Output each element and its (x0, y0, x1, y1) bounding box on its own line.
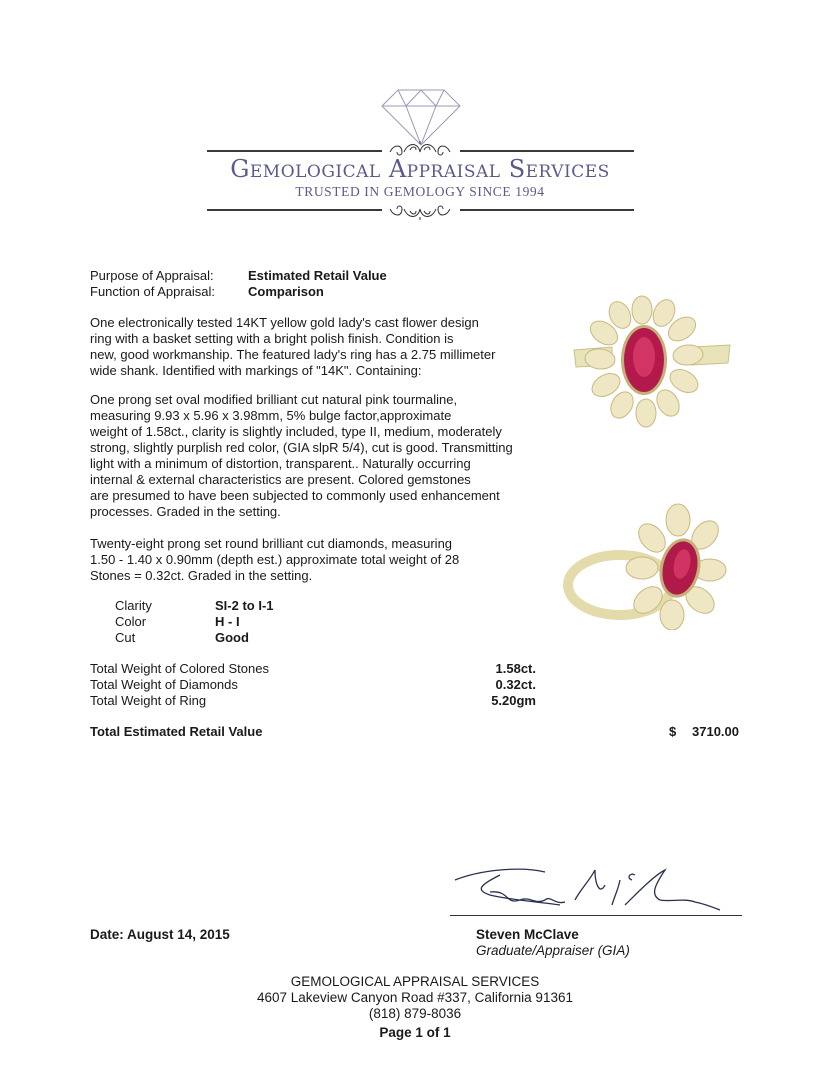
ring-side-view-photo (560, 500, 735, 630)
header-rule-top-left (207, 150, 382, 152)
purpose-label: Purpose of Appraisal: (90, 268, 214, 283)
tourmaline-desc-line: internal & external characteristics are present. Colored gemstones (90, 472, 471, 487)
appraiser-title: Graduate/Appraiser (GIA) (476, 943, 630, 958)
header-rule-bottom-right (460, 209, 634, 211)
tourmaline-desc-line: are presumed to have been subjected to commonly used enhancement (90, 488, 500, 503)
tourmaline-desc-line: processes. Graded in the setting. (90, 504, 281, 519)
ring-desc-line: One electronically tested 14KT yellow gold lady's cast flower design (90, 315, 479, 330)
total-value-diamonds: 0.32ct. (495, 677, 536, 692)
grading-label-cut: Cut (115, 630, 136, 645)
footer-company: GEMOLOGICAL APPRAISAL SERVICES (290, 974, 540, 989)
retail-value-currency: $ (669, 724, 677, 739)
diamond-desc-line: Twenty-eight prong set round brilliant cut diamonds, measuring (90, 536, 453, 551)
tourmaline-desc-line: light with a minimum of distortion, transparent.. Naturally occurring (90, 456, 471, 471)
signature-line (450, 915, 742, 916)
grading-label-clarity: Clarity (115, 598, 152, 613)
retail-value-amount: 3710.00 (692, 724, 739, 739)
retail-value-label: Total Estimated Retail Value (90, 724, 263, 739)
ring-desc-line: ring with a basket setting with a bright polish finish. Condition is (90, 331, 454, 346)
header-rule-bottom-left (207, 209, 382, 211)
diamond-desc-line: Stones = 0.32ct. Graded in the setting. (90, 568, 313, 583)
ring-desc-line: wide shank. Identified with markings of "14K". Containing: (90, 363, 422, 378)
footer-address: 4607 Lakeview Canyon Road #337, California 91361 (257, 990, 573, 1005)
grading-value-cut: Good (215, 630, 249, 645)
diamond-description (90, 536, 459, 584)
tourmaline-desc-line: measuring 9.93 x 5.96 x 3.98mm, 5% bulge factor,approximate (90, 408, 452, 423)
diamond-icon (380, 88, 462, 146)
page-number: Page 1 of 1 (379, 1025, 451, 1040)
signature-image (450, 860, 730, 915)
total-label-ring: Total Weight of Ring (90, 693, 207, 708)
company-logo-title: Gemological Appraisal Services (230, 155, 610, 183)
grading-value-clarity: SI-2 to I-1 (215, 598, 274, 613)
appraisal-date: Date: August 14, 2015 (90, 927, 230, 942)
tourmaline-desc-line: weight of 1.58ct., clarity is slightly included, type II, medium, moderately (90, 424, 502, 439)
total-label-colored-stones: Total Weight of Colored Stones (90, 661, 269, 676)
ring-desc-line: new, good workmanship. The featured lady's ring has a 2.75 millimeter (90, 347, 496, 362)
appraiser-name: Steven McClave (476, 927, 579, 942)
company-tagline: TRUSTED IN GEMOLOGY SINCE 1994 (295, 184, 545, 199)
header-rule-top-right (460, 150, 634, 152)
purpose-value: Estimated Retail Value (248, 268, 387, 283)
flourish-ornament-bottom (388, 199, 452, 221)
tourmaline-desc-line: One prong set oval modified brilliant cut natural pink tourmaline, (90, 392, 458, 407)
tourmaline-desc-line: strong, slightly purplish red color, (GIA slpR 5/4), cut is good. Transmitting (90, 440, 513, 455)
function-label: Function of Appraisal: (90, 284, 216, 299)
footer-phone: (818) 879-8036 (368, 1006, 462, 1021)
grading-label-color: Color (115, 614, 147, 629)
ring-description (90, 315, 495, 379)
total-label-diamonds: Total Weight of Diamonds (90, 677, 238, 692)
total-value-ring: 5.20gm (491, 693, 536, 708)
diamond-desc-line: 1.50 - 1.40 x 0.90mm (depth est.) approximate total weight of 28 (90, 552, 460, 567)
function-value: Comparison (248, 284, 324, 299)
tourmaline-description (90, 392, 513, 520)
total-value-colored-stones: 1.58ct. (495, 661, 536, 676)
grading-value-color: H - I (215, 614, 240, 629)
ring-top-view-photo (572, 295, 732, 430)
